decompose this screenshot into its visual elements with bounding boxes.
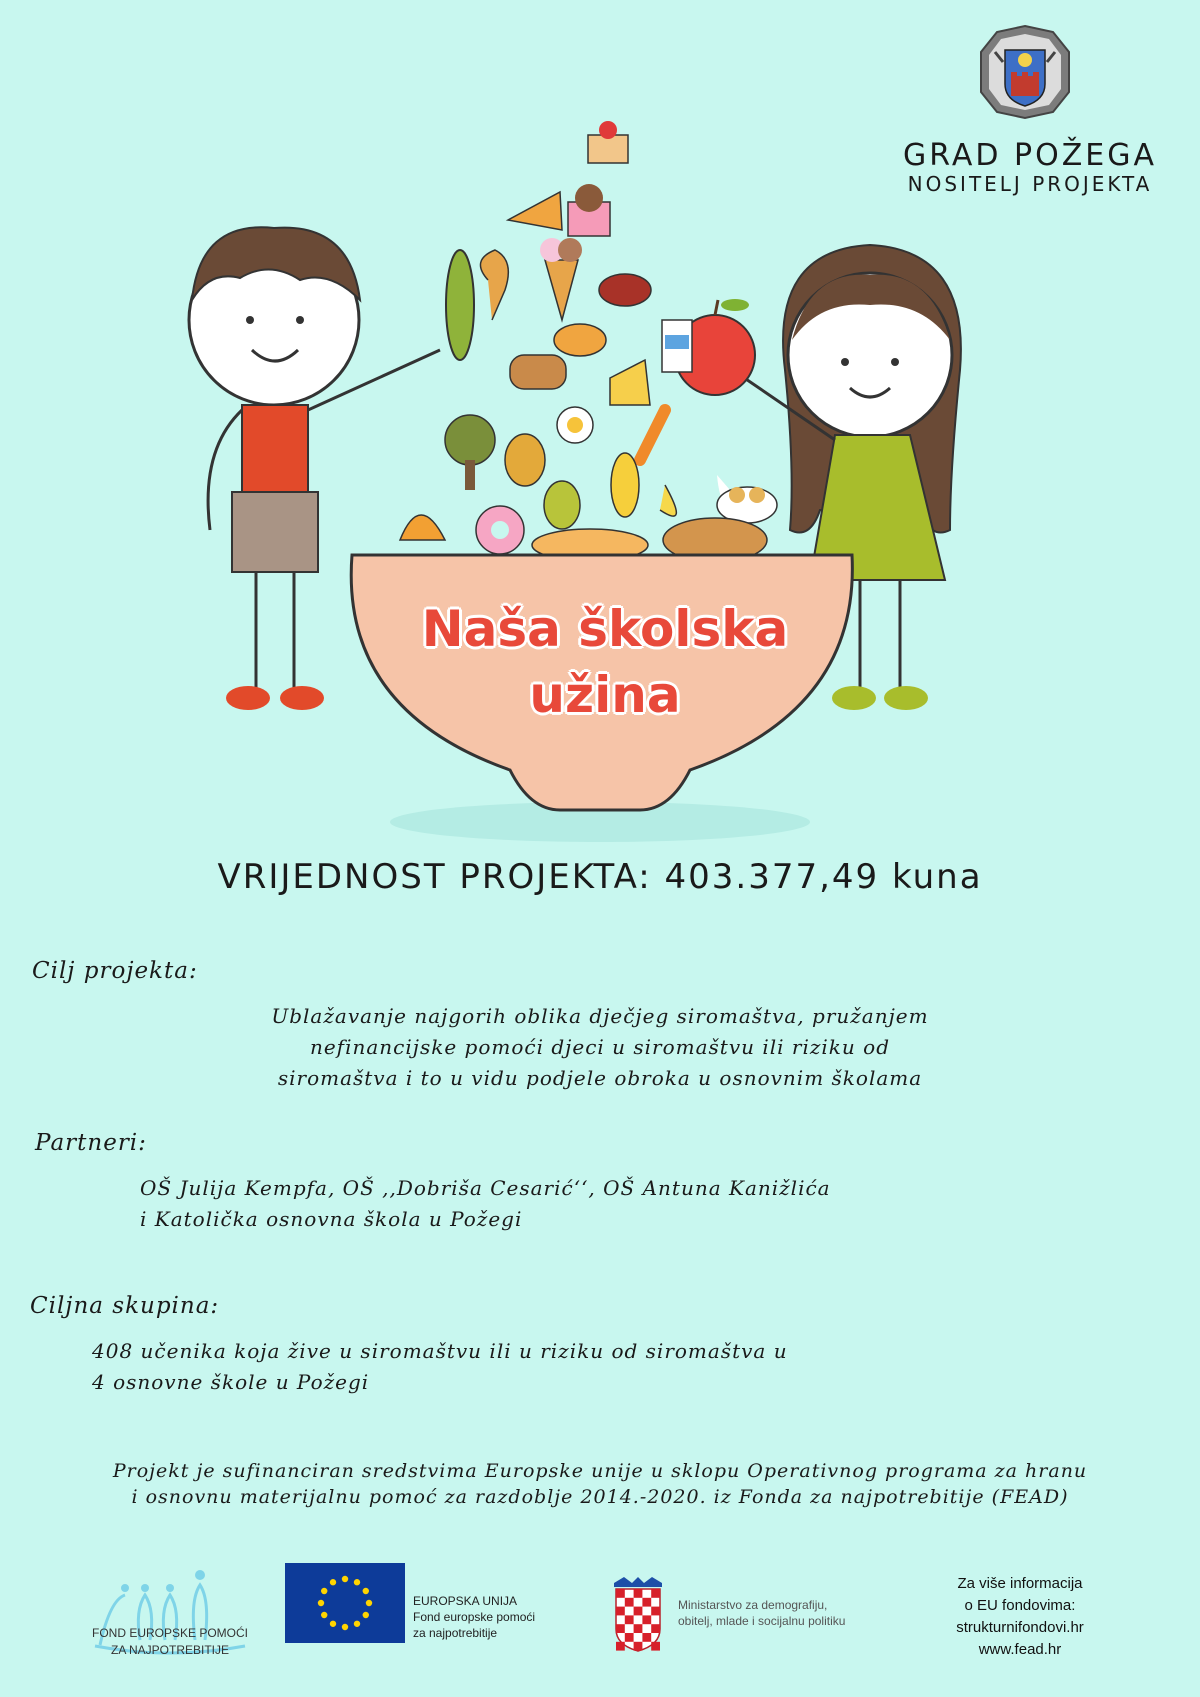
cofinance-line: Projekt je sufinanciran sredstvima Europske unije u sklopu Operativnog programa za hranu xyxy=(112,1460,1088,1482)
eu-star-icon xyxy=(363,1588,369,1594)
goal-body xyxy=(180,1001,1020,1094)
checker-square xyxy=(651,1624,660,1633)
eu-star-icon xyxy=(354,1621,360,1627)
info-link-strukturnifondovi[interactable]: strukturnifondovi.hr xyxy=(956,1619,1084,1636)
checker-square xyxy=(634,1589,643,1598)
checker-square xyxy=(634,1624,643,1633)
organizer-name: GRAD POŽEGA xyxy=(902,138,1157,173)
info-line: Za više informacija xyxy=(957,1575,1083,1592)
eu-star-icon xyxy=(342,1576,348,1582)
checker-square xyxy=(625,1615,634,1624)
checker-square xyxy=(616,1642,625,1651)
cofinance-line: i osnovnu materijalnu pomoć za razdoblje 2014.-2020. iz Fonda za najpotrebitije (FEAD) xyxy=(131,1486,1069,1508)
target-group-body xyxy=(92,1336,1042,1398)
eu-star-icon xyxy=(321,1612,327,1618)
eu-text-line: EUROPSKA UNIJA xyxy=(413,1594,518,1608)
cofinance-statement xyxy=(20,1458,1180,1510)
partners-line: OŠ Julija Kempfa, OŠ ,,Dobriša Cesarić‘‘, OŠ Antuna Kanižlića xyxy=(140,1176,831,1200)
info-line: o EU fondovima: xyxy=(964,1597,1076,1614)
checker-square xyxy=(616,1607,625,1616)
project-value: VRIJEDNOST PROJEKTA: 403.377,49 kuna xyxy=(217,857,983,897)
eu-star-icon xyxy=(330,1579,336,1585)
target-group-line: 4 osnovne škole u Požegi xyxy=(92,1370,370,1394)
fead-logo-line: ZA NAJPOTREBITIJE xyxy=(110,1643,230,1657)
checker-square xyxy=(651,1607,660,1616)
eu-text-line: za najpotrebitije xyxy=(413,1626,498,1640)
ministry-line: obitelj, mlade i socijalnu politiku xyxy=(678,1614,846,1628)
checker-square xyxy=(642,1633,651,1642)
info-block xyxy=(905,1573,1135,1661)
eu-star-icon xyxy=(363,1612,369,1618)
fead-logo-line: FOND EUROPSKE POMOĆI xyxy=(91,1626,249,1640)
checker-square xyxy=(616,1589,625,1598)
eu-star-icon xyxy=(342,1624,348,1630)
eu-star-icon xyxy=(321,1588,327,1594)
croatian-coat-of-arms-icon xyxy=(610,1575,666,1653)
partners-body xyxy=(140,1173,1040,1235)
ministry-line: Ministarstvo za demografiju, xyxy=(678,1598,828,1612)
goal-line: siromaštva i to u vidu podjele obroka u osnovnim školama xyxy=(277,1066,923,1090)
checker-square xyxy=(625,1598,634,1607)
eu-star-icon xyxy=(366,1600,372,1606)
goal-line: Ublažavanje najgorih oblika dječjeg siromaštva, pružanjem xyxy=(271,1004,929,1028)
fead-logo-text xyxy=(55,1625,285,1659)
target-group-heading: Ciljna skupina: xyxy=(30,1293,220,1319)
project-title-line2: užina xyxy=(529,666,681,724)
children-food-bowl-illustration xyxy=(170,110,1070,850)
goal-heading: Cilj projekta: xyxy=(32,958,198,984)
ministry-text xyxy=(678,1597,918,1629)
eu-text xyxy=(413,1593,613,1641)
checker-square xyxy=(651,1642,660,1651)
checker-square xyxy=(642,1615,651,1624)
organizer-role: NOSITELJ PROJEKTA xyxy=(907,172,1153,196)
checker-square xyxy=(625,1633,634,1642)
target-group-line: 408 učenika koja žive u siromaštvu ili u riziku od siromaštva u xyxy=(92,1339,788,1363)
eu-star-icon xyxy=(354,1579,360,1585)
checker-square xyxy=(642,1598,651,1607)
eu-star-icon xyxy=(330,1621,336,1627)
info-link-fead[interactable]: www.fead.hr xyxy=(978,1641,1062,1658)
partners-heading: Partneri: xyxy=(35,1130,147,1156)
checker-square xyxy=(616,1624,625,1633)
goal-line: nefinancijske pomoći djeci u siromaštvu ili riziku od xyxy=(309,1035,891,1059)
eu-star-icon xyxy=(318,1600,324,1606)
partners-line: i Katolička osnovna škola u Požegi xyxy=(140,1207,523,1231)
project-title-line1: Naša školska xyxy=(421,600,789,658)
eu-flag-icon xyxy=(285,1563,405,1643)
eu-text-line: Fond europske pomoći xyxy=(413,1610,536,1624)
checker-square xyxy=(634,1607,643,1616)
checker-square xyxy=(651,1589,660,1598)
city-crest-icon xyxy=(975,22,1075,122)
checker-square xyxy=(634,1642,643,1651)
